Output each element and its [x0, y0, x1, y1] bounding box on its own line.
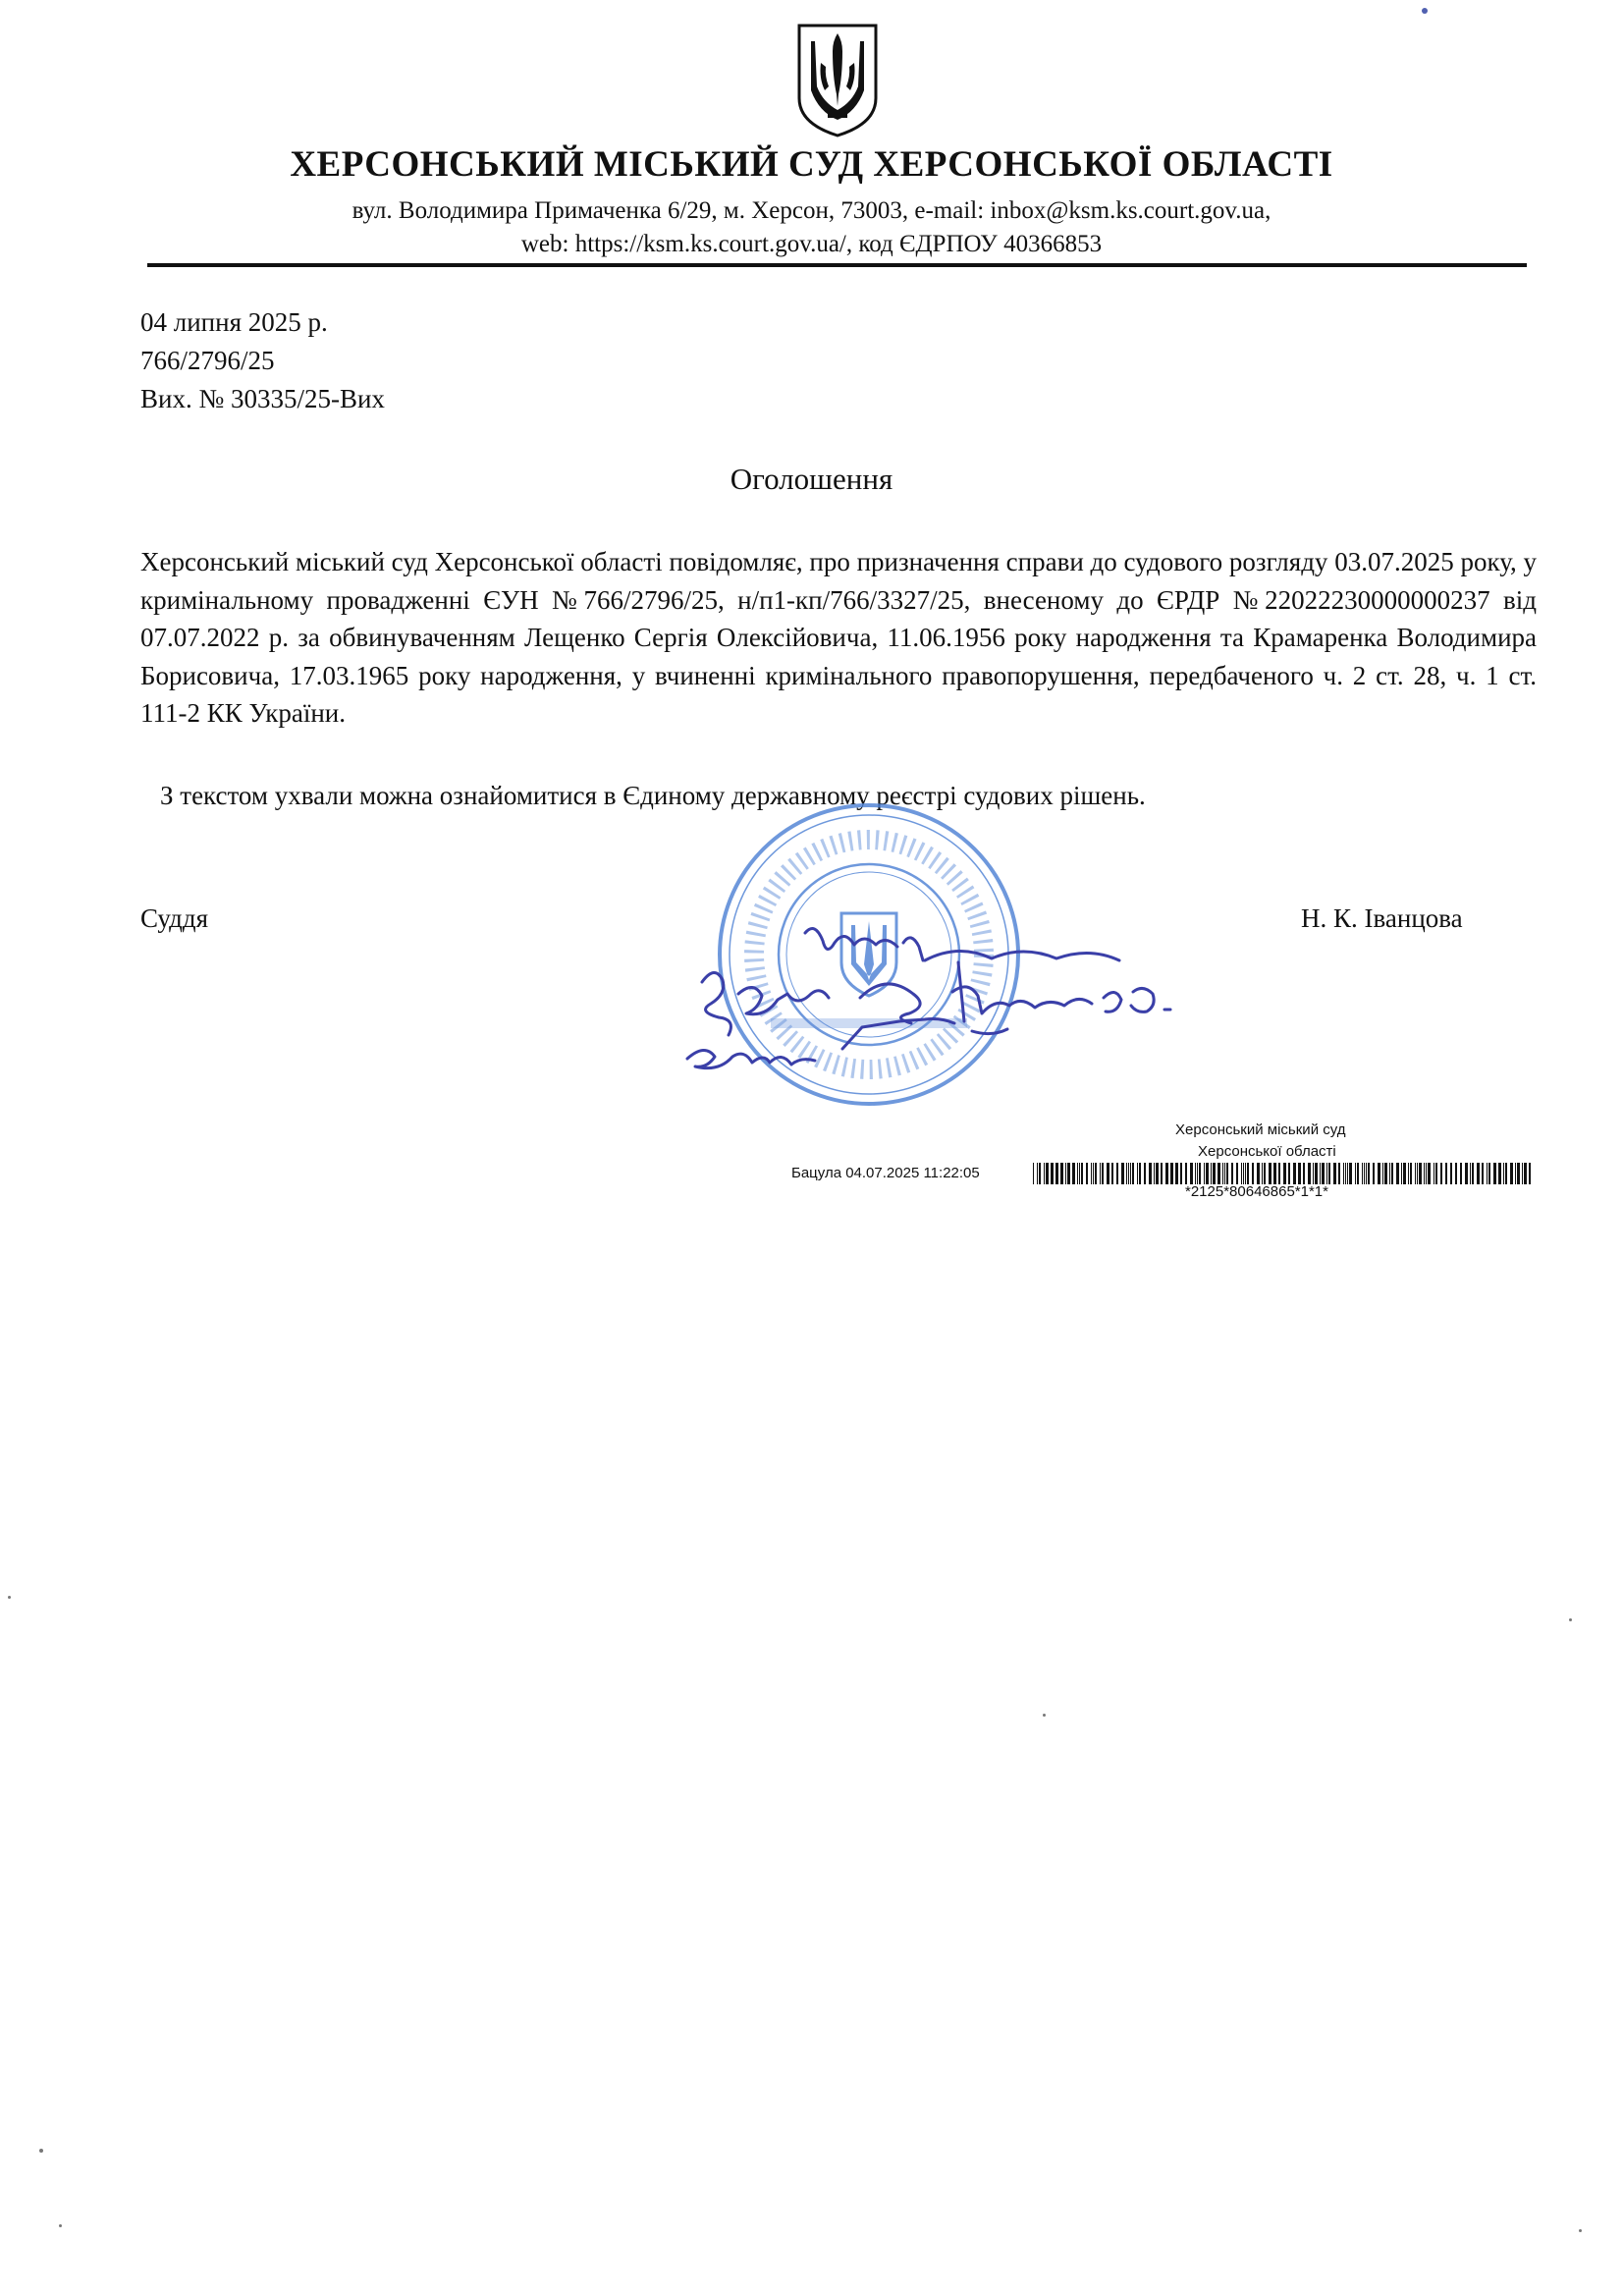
- judge-name: Н. К. Іванцова: [1301, 903, 1463, 933]
- barcode-bar: [1401, 1163, 1402, 1184]
- barcode-bar: [1288, 1163, 1290, 1184]
- barcode-bar: [1355, 1163, 1356, 1184]
- barcode-bar: [1116, 1163, 1118, 1184]
- barcode-bar: [1364, 1163, 1365, 1184]
- barcode-bar: [1262, 1163, 1263, 1184]
- barcode-bar: [1185, 1163, 1187, 1184]
- court-address-line1: вул. Володимира Примаченка 6/29, м. Херсон, 73003, e-mail: inbox@ksm.ks.court.gov.ua,: [352, 197, 1271, 224]
- barcode-bar: [1384, 1163, 1387, 1184]
- barcode-bar: [1100, 1163, 1101, 1184]
- barcode-bar: [1217, 1163, 1220, 1184]
- barcode-bar: [1091, 1163, 1092, 1184]
- barcode-bar: [1349, 1163, 1352, 1184]
- barcode-bar: [1224, 1163, 1225, 1184]
- barcode-bar: [1190, 1163, 1193, 1184]
- barcode-bar: [1079, 1163, 1080, 1184]
- barcode-bar: [1503, 1163, 1504, 1184]
- barcode-bar: [1428, 1163, 1431, 1184]
- barcode-bar: [1487, 1163, 1488, 1184]
- scan-speck: [8, 1596, 11, 1599]
- barcode-bar: [1149, 1163, 1152, 1184]
- scan-speck: [1569, 1618, 1572, 1621]
- barcode-bar: [1529, 1163, 1531, 1184]
- barcode-bar: [1132, 1163, 1134, 1184]
- barcode-bar: [1396, 1163, 1399, 1184]
- barcode-bar: [1362, 1163, 1363, 1184]
- barcode-bar: [1322, 1163, 1325, 1184]
- barcode-bar: [1382, 1163, 1383, 1184]
- court-title: ХЕРСОНСЬКИЙ МІСЬКИЙ СУД ХЕРСОНСЬКОЇ ОБЛАСТІ: [290, 144, 1333, 185]
- barcode-bar: [1326, 1163, 1327, 1184]
- barcode-bar: [1455, 1163, 1457, 1184]
- barcode-bar: [1269, 1163, 1271, 1184]
- barcode-bar: [1343, 1163, 1344, 1184]
- barcode-bar: [1044, 1163, 1045, 1184]
- barcode-bar: [1121, 1163, 1124, 1184]
- barcode-bar: [1144, 1163, 1146, 1184]
- barcode-bar: [1243, 1163, 1244, 1184]
- barcode-bar: [1333, 1163, 1336, 1184]
- barcode-bar: [1055, 1163, 1058, 1184]
- barcode-bar: [1175, 1163, 1178, 1184]
- judge-role: Суддя: [140, 903, 209, 933]
- scan-speck: [39, 2149, 43, 2153]
- barcode-bar: [1308, 1163, 1311, 1184]
- barcode-bar: [1347, 1163, 1348, 1184]
- barcode-bar: [1130, 1163, 1131, 1184]
- scan-speck: [1579, 2229, 1582, 2232]
- barcode-bar: [1245, 1163, 1246, 1184]
- barcode-bar: [1366, 1163, 1367, 1184]
- barcode-bar: [1165, 1163, 1168, 1184]
- case-number: 766/2796/25: [140, 346, 275, 375]
- barcode-bar: [1373, 1163, 1375, 1184]
- barcode-bar: [1211, 1163, 1212, 1184]
- barcode-bar: [1170, 1163, 1173, 1184]
- barcode-bar: [1128, 1163, 1129, 1184]
- barcode-bar: [1470, 1163, 1471, 1184]
- barcode-bar: [1095, 1163, 1097, 1184]
- barcode-bar: [1315, 1163, 1318, 1184]
- barcode-bar: [1408, 1163, 1409, 1184]
- barcode-bar: [1213, 1163, 1216, 1184]
- barcode-bar: [1435, 1163, 1437, 1184]
- barcode-bar: [1111, 1163, 1113, 1184]
- barcode-bar: [1156, 1163, 1159, 1184]
- barcode-bar: [1231, 1163, 1233, 1184]
- barcode-bar: [1051, 1163, 1054, 1184]
- barcode-bar: [1389, 1163, 1390, 1184]
- barcode-bar: [1320, 1163, 1321, 1184]
- barcode-bar: [1298, 1163, 1301, 1184]
- barcode-bar: [1197, 1163, 1198, 1184]
- barcode-bar: [1517, 1163, 1520, 1184]
- barcode-bar: [1460, 1163, 1462, 1184]
- esign-organization-line2: Херсонської області: [1198, 1143, 1336, 1160]
- barcode-bar: [1247, 1163, 1249, 1184]
- barcode-bar: [1440, 1163, 1442, 1184]
- barcode-bar: [1180, 1163, 1182, 1184]
- header-divider: [147, 263, 1527, 267]
- barcode-bar: [1154, 1163, 1155, 1184]
- barcode-bar: [1137, 1163, 1138, 1184]
- barcode-bar: [1510, 1163, 1513, 1184]
- barcode-bar: [1222, 1163, 1223, 1184]
- barcode-bar: [1067, 1163, 1070, 1184]
- barcode-bar: [1107, 1163, 1109, 1184]
- barcode-bar: [1126, 1163, 1127, 1184]
- barcode-bar: [1039, 1163, 1041, 1184]
- barcode-bar: [1139, 1163, 1141, 1184]
- barcode-bar: [1368, 1163, 1370, 1184]
- barcode-bar: [1515, 1163, 1516, 1184]
- barcode-bar: [1498, 1163, 1501, 1184]
- barcode-bar: [1338, 1163, 1340, 1184]
- barcode-bar: [1482, 1163, 1484, 1184]
- scan-speck: [1043, 1714, 1046, 1717]
- barcode-bar: [1199, 1163, 1201, 1184]
- barcode-bar: [1345, 1163, 1346, 1184]
- barcode-bar: [1077, 1163, 1078, 1184]
- esign-signer: Бацула 04.07.2025 11:22:05: [791, 1165, 980, 1181]
- announcement-note: З текстом ухвали можна ознайомитися в Єдиному державному реєстрі судових рішень.: [160, 781, 1146, 810]
- barcode-bar: [1161, 1163, 1163, 1184]
- barcode-bar: [1522, 1163, 1523, 1184]
- barcode-bar: [1046, 1163, 1049, 1184]
- court-address-line2: web: https://ksm.ks.court.gov.ua/, код ЄДРПОУ 40366853: [520, 231, 1103, 257]
- barcode-bar: [1060, 1163, 1063, 1184]
- barcode-bar: [1241, 1163, 1242, 1184]
- barcode-bar: [1081, 1163, 1083, 1184]
- barcode-bar: [1328, 1163, 1330, 1184]
- court-address: [0, 194, 1623, 261]
- barcode-bar: [1303, 1163, 1305, 1184]
- barcode-bar: [1426, 1163, 1427, 1184]
- barcode-bar: [1236, 1163, 1238, 1184]
- barcode-bar: [1450, 1163, 1452, 1184]
- barcode-bar: [1195, 1163, 1196, 1184]
- barcode-bar: [1378, 1163, 1380, 1184]
- barcode-bar: [1313, 1163, 1314, 1184]
- barcode-bar: [1357, 1163, 1359, 1184]
- barcode-bar: [1505, 1163, 1507, 1184]
- barcode-bar: [1093, 1163, 1094, 1184]
- barcode-bar: [1524, 1163, 1527, 1184]
- barcode-bar: [1072, 1163, 1075, 1184]
- esign-code: *2125*80646865*1*1*: [1185, 1183, 1328, 1200]
- barcode-bar: [1293, 1163, 1296, 1184]
- document-date: 04 липня 2025 р.: [140, 307, 328, 337]
- barcode-bar: [1278, 1163, 1280, 1184]
- barcode-bar: [1465, 1163, 1468, 1184]
- barcode-bar: [1257, 1163, 1260, 1184]
- barcode-bar: [1488, 1163, 1490, 1184]
- barcode-bar: [1204, 1163, 1205, 1184]
- barcode-bar: [1477, 1163, 1480, 1184]
- barcode-icon: [1033, 1163, 1534, 1184]
- barcode-bar: [1252, 1163, 1254, 1184]
- barcode-bar: [1419, 1163, 1422, 1184]
- announcement-body: Херсонський міський суд Херсонської області повідомляє, про призначення справи до судового розгляду 03.07.2025 року, у кримінальному провадженні ЄУН №766/2796/25, н/п1-кп/766/3327/25, внесеному до ЄРДР №22022230000000237 від 07.07.2022 р. за обвинуваченням Лещенко Сергія Олексійовича, 11.06.1956 року народження та Крамаренка Володимира Борисовича, 17.03.1965 року народження, у вчиненні кримінального правопорушення, передбаченого ч. 2 ст. 28, ч. 1 ст. 111-2 КК України.: [140, 547, 1537, 728]
- barcode-bar: [1472, 1163, 1474, 1184]
- barcode-bar: [1410, 1163, 1412, 1184]
- handwritten-signature-icon: [668, 903, 1217, 1100]
- ukraine-trident-emblem-icon: [793, 22, 882, 139]
- barcode-bar: [1445, 1163, 1447, 1184]
- barcode-bar: [1424, 1163, 1425, 1184]
- barcode-bar: [1102, 1163, 1104, 1184]
- scan-speck: [59, 2224, 62, 2227]
- scan-speck: [1422, 8, 1428, 14]
- barcode-bar: [1037, 1163, 1038, 1184]
- barcode-bar: [1403, 1163, 1406, 1184]
- barcode-bar: [1391, 1163, 1393, 1184]
- barcode-bar: [1273, 1163, 1276, 1184]
- barcode-bar: [1417, 1163, 1418, 1184]
- barcode-bar: [1065, 1163, 1066, 1184]
- barcode-bar: [1206, 1163, 1209, 1184]
- esign-organization-line1: Херсонський міський суд: [1175, 1121, 1346, 1138]
- outgoing-number: Вих. № 30335/25-Вих: [140, 384, 385, 413]
- barcode-bar: [1493, 1163, 1496, 1184]
- barcode-bar: [1086, 1163, 1088, 1184]
- barcode-bar: [1283, 1163, 1286, 1184]
- barcode-bar: [1415, 1163, 1416, 1184]
- barcode-bar: [1226, 1163, 1228, 1184]
- document-title: Оголошення: [730, 462, 893, 496]
- barcode-bar: [1033, 1163, 1034, 1184]
- barcode-bar: [1264, 1163, 1266, 1184]
